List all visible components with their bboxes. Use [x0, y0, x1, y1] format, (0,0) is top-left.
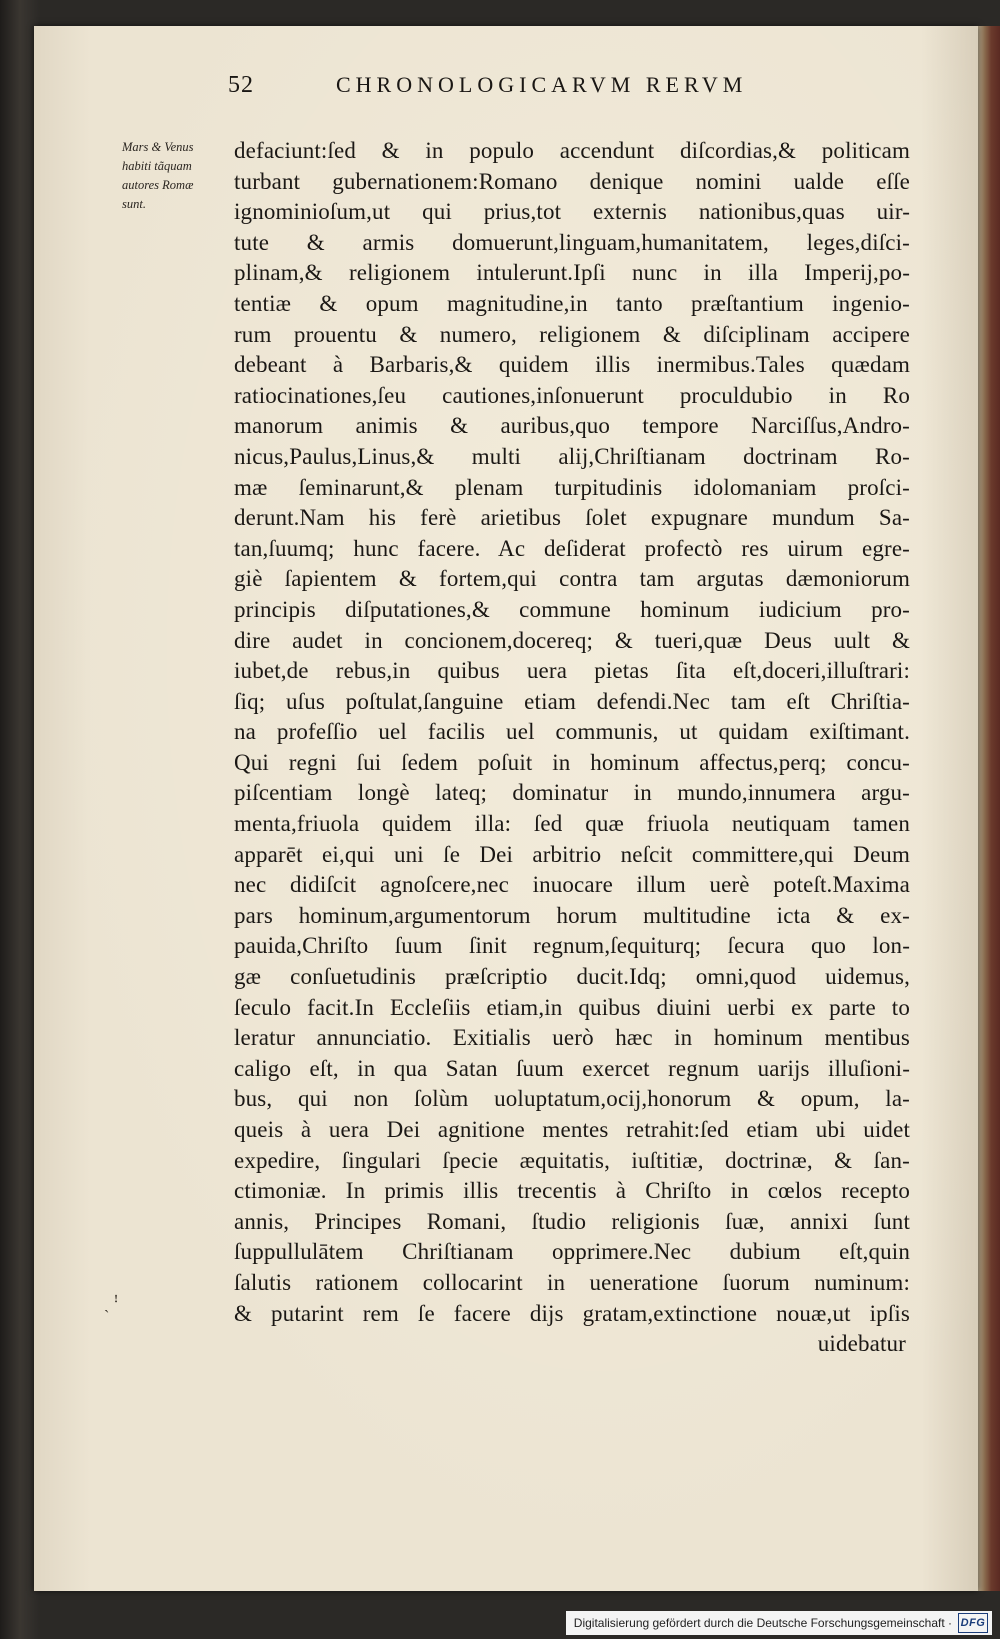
- marginal-note-line: autores Romæ: [122, 178, 194, 192]
- book-edge: [978, 26, 1000, 1591]
- text-line: annis, Principes Romani, ſtudio religionis ſuæ, annixi ſunt: [234, 1208, 910, 1234]
- text-line: ſuppullulātem Chriſtianam opprimere.Nec dubium eſt,quin: [234, 1239, 910, 1265]
- text-line: iubet,de rebus,in quibus uera pietas ſita eſt,doceri,illuſtrari:: [234, 658, 910, 684]
- text-line: caligo eſt, in qua Satan ſuum exercet regnum uarijs illuſioni-: [234, 1055, 910, 1081]
- catchword: uidebatur: [817, 1331, 906, 1357]
- text-line: tute & armis domuerunt,linguam,humanitatem, leges,diſci-: [234, 229, 910, 255]
- text-line: dire audet in concionem,docereq; & tueri,quæ Deus uult &: [234, 627, 910, 653]
- dfg-logo-icon: DFG: [958, 1613, 988, 1633]
- text-line: ſalutis rationem collocarint in ueneratione ſuorum numinum:: [234, 1269, 910, 1295]
- footer-credit: Digitalisierung gefördert durch die Deutsche Forschungsgemeinschaft ·: [573, 1616, 952, 1630]
- body-text: [234, 136, 910, 1360]
- page-header: [228, 72, 808, 112]
- stray-ink-mark: ˎ ꜝ: [104, 1296, 119, 1313]
- text-line: giè ſapientem & fortem,qui contra tam argutas dæmoniorum: [234, 566, 910, 592]
- text-line: manorum animis & auribus,quo tempore Narciſſus,Andro-: [234, 413, 910, 439]
- text-line: piſcentiam longè lateq; dominatur in mundo,innumera argu-: [234, 780, 910, 806]
- text-line: queis à uera Dei agnitione mentes retrahit:ſed etiam ubi uidet: [234, 1117, 910, 1142]
- text-line: na profeſſio uel facilis uel communis, ut quidam exiſtimant.: [234, 719, 910, 745]
- text-line: apparēt ei,qui uni ſe Dei arbitrio neſcit committere,qui Deum: [234, 841, 910, 867]
- text-line: nec didiſcit agnoſcere,nec inuocare illum uerè poteſt.Maxima: [234, 872, 910, 898]
- text-line: pars hominum,argumentorum horum multitudine icta & ex-: [234, 902, 910, 928]
- text-line: expedire, ſingulari ſpecie æquitatis, iuſtitiæ, doctrinæ, & ſan-: [234, 1147, 910, 1173]
- text-line: Qui regni ſui ſedem poſuit in hominum affectus,perq; concu-: [234, 749, 910, 775]
- running-head: CHRONOLOGICARVM RERVM: [336, 72, 748, 97]
- text-line: tentiæ & opum magnitudine,in tanto præſtantium ingenio-: [234, 290, 910, 316]
- text-line: ſiq; uſus poſtulat,ſanguine etiam defendi.Nec tam eſt Chriſtia-: [234, 688, 910, 714]
- text-line: plinam,& religionem intulerunt.Ipſi nunc in illa Imperij,po-: [234, 260, 910, 286]
- text-line: ſeculo facit.In Eccleſiis etiam,in quibus diuini uerbi ex parte to: [234, 994, 910, 1020]
- text-line: rum prouentu & numero, religionem & diſciplinam accipere: [234, 321, 910, 347]
- text-line: debeant à Barbaris,& quidem illis inermibus.Tales quædam: [234, 352, 910, 378]
- text-line: bus, qui non ſolùm uoluptatum,ocij,honorum & opum, la-: [234, 1086, 910, 1112]
- marginal-note: [122, 138, 232, 214]
- text-line: turbant gubernationem:Romano denique nomini ualde eſſe: [234, 168, 910, 194]
- text-line: tan,ſuumq; hunc facere. Ac deſiderat profectò res uirum egre-: [234, 535, 910, 561]
- marginal-note-line: habiti tãquam: [122, 159, 192, 173]
- text-line: pauida,Chriſto ſuum ſinit regnum,ſequiturq; ſecura quo lon-: [234, 933, 910, 959]
- text-line: ratiocinationes,ſeu cautiones,inſonuerunt proculdubio in Ro: [234, 382, 910, 408]
- text-line: defaciunt:ſed & in populo accendunt diſcordias,& politicam: [234, 138, 910, 163]
- text-line: leratur annunciatio. Exitialis uerò hæc in hominum mentibus: [234, 1025, 910, 1051]
- text-line: & putarint rem ſe facere dijs gratam,extinctione nouæ,ut ipſis: [234, 1300, 910, 1326]
- text-line: mæ ſeminarunt,& plenam turpitudinis idolomaniam proſci-: [234, 474, 910, 500]
- text-line: nicus,Paulus,Linus,& multi alij,Chriſtianam doctrinam Ro-: [234, 443, 910, 469]
- text-line: ignominioſum,ut qui prius,tot externis nationibus,quas uir-: [234, 199, 910, 225]
- text-line: ctimoniæ. In primis illis trecentis à Chriſto in cœlos recepto: [234, 1178, 910, 1204]
- page-number: 52: [228, 72, 254, 98]
- text-line: gæ conſuetudinis præſcriptio ducit.Idq; omni,quod uidemus,: [234, 964, 910, 990]
- text-line: menta,friuola quidem illa: ſed quæ friuola neutiquam tamen: [234, 811, 910, 837]
- marginal-note-line: Mars & Venus: [122, 140, 194, 154]
- digitization-footer: [566, 1611, 992, 1635]
- marginal-note-line: sunt.: [122, 197, 146, 211]
- text-line: principis diſputationes,& commune hominum iudicium pro-: [234, 596, 910, 622]
- text-line: derunt.Nam his ferè arietibus ſolet expugnare mundum Sa-: [234, 505, 910, 531]
